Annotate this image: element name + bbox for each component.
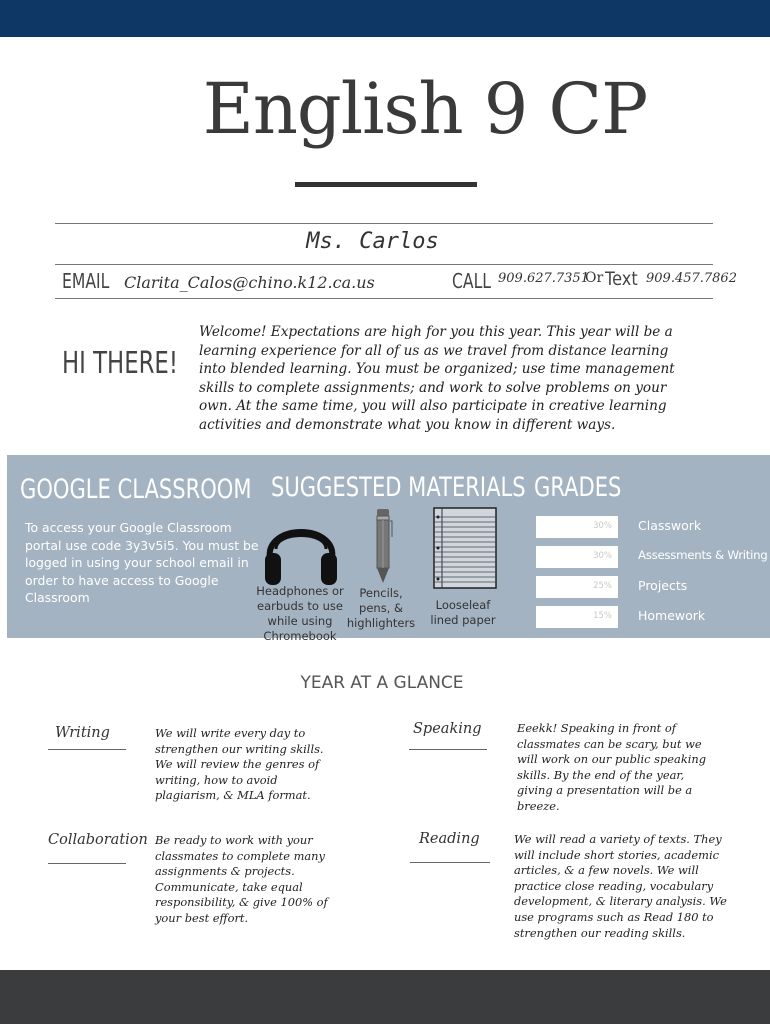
divider-middle xyxy=(55,264,713,265)
google-classroom-heading: GOOGLE CLASSROOM xyxy=(20,474,252,505)
grade-label-assessments: Assessments & Writing xyxy=(638,548,768,562)
grade-bar-assessments xyxy=(536,546,618,568)
section-underline xyxy=(410,862,490,863)
phone-number[interactable]: 909.627.7351 xyxy=(498,271,589,286)
lined-paper-icon xyxy=(433,507,497,589)
grade-bar-projects xyxy=(536,576,618,598)
section-text-reading: We will read a variety of texts. They will include short stories, academic articles, & a few novels. We will practice close reading, vocabulary development, & literary analysis. We use programs such as Read 180 to strengthen our reading skills. xyxy=(514,832,727,940)
pencil-icon xyxy=(372,507,394,585)
or-text: Or xyxy=(585,270,604,286)
year-at-a-glance-heading: YEAR AT A GLANCE xyxy=(300,673,464,693)
material-caption-paper: Looseleaf lined paper xyxy=(430,598,496,627)
section-underline xyxy=(409,749,487,750)
material-caption-headphones: Headphones or earbuds to use while using Chromebook xyxy=(256,584,344,643)
section-text-speaking: Eeekk! Speaking in front of classmates can be scary, but we will work on our public speaking skills. By the end of the year, giving a presentation will be a breeze. xyxy=(517,721,706,813)
text-number[interactable]: 909.457.7862 xyxy=(646,271,737,286)
grade-label-homework: Homework xyxy=(638,608,706,623)
headphones-icon xyxy=(262,507,340,587)
grade-bar-classwork xyxy=(536,516,618,538)
section-label-writing: Writing xyxy=(55,725,110,741)
top-banner xyxy=(0,0,770,37)
section-text-writing: We will write every day to strengthen our writing skills. We will review the genres of writing, how to avoid plagiarism, & MLA format. xyxy=(155,726,324,803)
section-label-collaboration: Collaboration xyxy=(48,832,148,848)
call-label: CALL xyxy=(452,269,491,293)
grade-percent: 30% xyxy=(593,521,612,531)
grade-percent: 25% xyxy=(593,581,612,591)
material-caption-pencils: Pencils, pens, & highlighters xyxy=(346,586,416,630)
section-underline xyxy=(48,749,126,750)
section-text-collaboration: Be ready to work with your classmates to complete many assignments & projects. Communicate, take equal responsibility, & give 100% of your best effort. xyxy=(155,833,328,925)
divider-top xyxy=(55,223,713,224)
divider-bottom xyxy=(55,298,713,299)
google-classroom-text: To access your Google Classroom portal use code 3y3v5i5. You must be logged in using your school email in order to have access to Google Classroom xyxy=(25,520,259,606)
section-underline xyxy=(48,863,126,864)
text-label: Text xyxy=(605,268,638,290)
page-title: English 9 CP xyxy=(202,68,648,150)
bottom-banner xyxy=(0,970,770,1024)
grade-percent: 15% xyxy=(593,611,612,621)
teacher-name: Ms. Carlos xyxy=(306,229,439,254)
grade-percent: 30% xyxy=(593,551,612,561)
title-underline xyxy=(295,182,477,187)
grade-bar-homework xyxy=(536,606,618,628)
grade-label-classwork: Classwork xyxy=(638,518,702,533)
email-link[interactable]: Clarita_Calos@chino.k12.ca.us xyxy=(124,273,375,292)
greeting-heading: HI THERE! xyxy=(62,346,178,381)
grade-label-projects: Projects xyxy=(638,578,688,593)
welcome-paragraph: Welcome! Expectations are high for you this year. This year will be a learning experience for all of us as we travel from distance learning into blended learning. You must be organized; use time management skills to complete assignments; and work to solve problems on your own. At the same time, you will also participate in creative learning activities and demonstrate what you know in different ways. xyxy=(199,324,675,433)
email-label: EMAIL xyxy=(62,269,110,293)
section-label-speaking: Speaking xyxy=(413,721,482,737)
grades-heading: GRADES xyxy=(534,472,622,503)
section-label-reading: Reading xyxy=(419,831,480,847)
materials-heading: SUGGESTED MATERIALS xyxy=(271,472,526,503)
